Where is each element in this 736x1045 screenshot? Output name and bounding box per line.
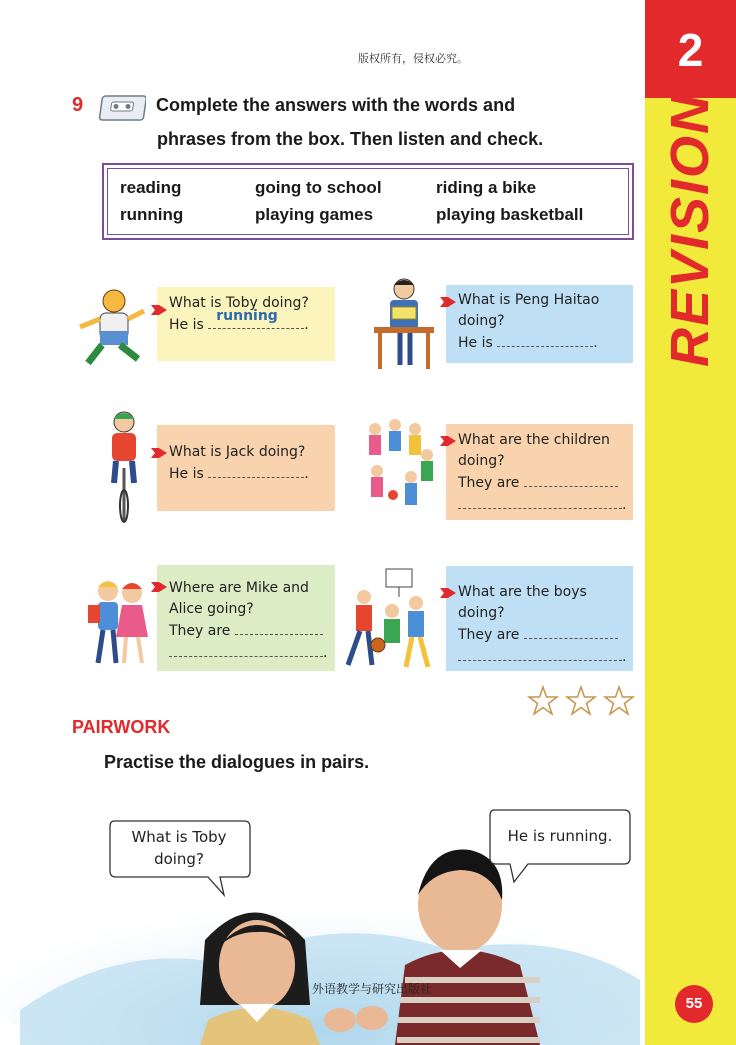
question-panel-toby: What is Toby doing? He is running . — [157, 287, 335, 361]
question-text: What is Jack doing? — [169, 444, 306, 460]
pointer-arrow-icon — [151, 303, 167, 317]
question-text-1: What are the boys — [458, 584, 587, 600]
word-running: running — [120, 205, 184, 224]
question-panel-jack: What is Jack doing? He is . — [157, 425, 335, 511]
star-icon — [529, 687, 633, 714]
pointer-arrow-icon — [440, 586, 456, 600]
word-playing-games: playing games — [255, 205, 374, 224]
question-panel-children: What are the children doing? They are . — [446, 424, 633, 520]
pointer-arrow-icon — [440, 434, 456, 448]
unit-number: 2 — [645, 0, 736, 98]
question-text-1: What are the children — [458, 432, 610, 448]
instruction-line-1: Complete the answers with the words and — [156, 95, 516, 115]
question-text-2: doing? — [458, 605, 505, 621]
filled-answer: running — [216, 308, 278, 324]
question-text-2: Alice going? — [169, 601, 254, 617]
mike-alice-walking-illustration — [86, 575, 156, 670]
revision-label: REVISION — [660, 92, 720, 368]
answer-blank-1[interactable] — [524, 472, 618, 487]
children-playing-illustration — [357, 415, 437, 520]
answer-blank[interactable] — [497, 332, 593, 347]
toby-running-illustration — [72, 283, 152, 378]
word-going-to-school: going to school — [255, 178, 382, 197]
question-panel-peng-haitao: What is Peng Haitao doing? He is . — [446, 285, 633, 363]
answer-blank[interactable] — [208, 463, 304, 478]
question-panel-mike-alice: Where are Mike and Alice going? They are . — [157, 565, 335, 671]
answer-blank-2[interactable] — [458, 646, 622, 661]
answer-prefix: They are — [458, 475, 520, 491]
question-text-2: doing? — [458, 453, 505, 469]
answer-blank-1[interactable] — [524, 624, 618, 639]
speech-bubble-right-text: He is running. — [507, 827, 613, 845]
cassette-icon — [98, 93, 146, 123]
pointer-arrow-icon — [151, 446, 167, 460]
boys-basketball-illustration — [342, 567, 438, 672]
answer-prefix: They are — [169, 623, 231, 639]
pairwork-heading: PAIRWORK — [72, 717, 171, 737]
rating-stars — [527, 685, 635, 717]
question-text-1: What is Peng Haitao — [458, 292, 600, 308]
answer-blank-2[interactable] — [458, 494, 622, 509]
answer-prefix: He is — [169, 466, 204, 482]
page-number: 55 — [675, 985, 713, 1023]
instruction-line-2: phrases from the box. Then listen and check. — [157, 129, 544, 149]
word-riding-a-bike: riding a bike — [436, 178, 537, 197]
answer-blank-2[interactable] — [169, 642, 323, 657]
word-box — [102, 163, 634, 240]
question-text-1: Where are Mike and — [169, 580, 309, 596]
answer-blank[interactable] — [208, 308, 304, 329]
exercise-number: 9 — [72, 94, 84, 116]
word-reading: reading — [120, 178, 182, 197]
answer-prefix: He is — [169, 317, 204, 333]
jack-cycling-illustration — [100, 408, 148, 524]
question-text: What is Toby doing? — [169, 295, 309, 311]
peng-haitao-reading-illustration — [370, 275, 438, 371]
copyright-notice: 版权所有，侵权必究。 — [358, 52, 468, 65]
word-playing-basketball: playing basketball — [436, 205, 584, 224]
question-text-2: doing? — [458, 313, 505, 329]
pairwork-instruction: Practise the dialogues in pairs. — [104, 752, 370, 772]
question-panel-boys: What are the boys doing? They are . — [446, 566, 633, 671]
speech-bubble-left-text: What is Toby doing? — [131, 828, 227, 868]
answer-blank-1[interactable] — [235, 620, 323, 635]
pointer-arrow-icon — [440, 295, 456, 309]
answer-prefix: He is — [458, 335, 493, 351]
answer-prefix: They are — [458, 627, 520, 643]
publisher-name: 外语教学与研究出版社 — [312, 982, 433, 996]
pointer-arrow-icon — [151, 580, 167, 594]
